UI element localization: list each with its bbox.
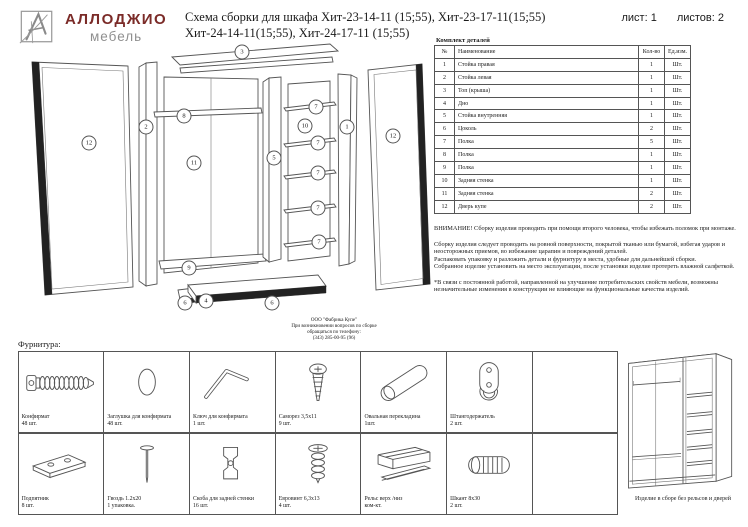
table-row [435, 149, 691, 162]
hardware-item-qty: 48 шт. [107, 421, 123, 428]
hardware-cell [103, 433, 190, 516]
part-callout: 7 [311, 201, 326, 216]
col-header-number: № [435, 46, 455, 59]
dowel-icon [447, 434, 532, 496]
table-header-row [435, 46, 691, 59]
hardware-grid [18, 351, 618, 515]
hardware-item-qty: 48 шт. [21, 421, 37, 428]
hardware-item-name: Подпятник [21, 496, 49, 503]
hardware-item-name: Овальная перекладина [364, 414, 421, 421]
hardware-item-name: Гвоздь 1.2х20 [107, 496, 142, 503]
hardware-section-title: Фурнитура: [18, 339, 61, 349]
part-callout: 5 [267, 151, 282, 166]
diagram-callouts [18, 42, 432, 345]
hardware-item-name: Шкант 8х30 [450, 496, 480, 503]
hardware-cell [18, 433, 104, 516]
hardware-item-qty: 16 шт. [193, 503, 209, 510]
table-cell: 1 [639, 97, 665, 110]
table-cell: Шт. [665, 84, 691, 97]
hardware-cell [103, 351, 190, 434]
hardware-item-name: Конфирмат [21, 414, 50, 421]
table-cell: 10 [435, 174, 455, 187]
hardware-item-name: Скоба для задней стенки [193, 496, 254, 503]
part-callout: 7 [311, 136, 326, 151]
warning-text: ВНИМАНИЕ! Сборку изделия проводить при помощи второго человека, чтобы избежать поломок при монтаже. [434, 225, 736, 232]
part-callout: 1 [340, 120, 355, 135]
instructions-text: Сборку изделия следует проводить на ровной поверхности, покрытой тканью или бумагой, избегая ударов и неосторожных приемов, во избежание царапин и повреждений деталей. Распаковать упаковку и разложить детали и фурнитуру в места, удобные для дальнейшей сборки. Собранное изделие установить на место эксплуатации, после установки изделие протереть влажной салфеткой. [434, 240, 735, 270]
table-cell: Шт. [665, 174, 691, 187]
foot-plate-icon [19, 434, 103, 496]
table-cell: Шт. [665, 110, 691, 123]
part-callout: 10 [298, 119, 313, 134]
assembled-caption: Изделие в сборе без рельсов и дверей [634, 496, 732, 502]
exploded-diagram [18, 42, 432, 345]
table-row [435, 110, 691, 123]
table-cell: Дверь купе [455, 200, 639, 213]
hardware-item-qty: 1 упаковка. [107, 503, 136, 510]
hardware-cell [189, 433, 276, 516]
part-callout: 4 [199, 294, 214, 309]
part-callout: 7 [309, 100, 324, 115]
table-row [435, 84, 691, 97]
table-cell: 2 [639, 200, 665, 213]
hardware-cell [446, 351, 533, 434]
table-row [435, 187, 691, 200]
hardware-item-name: Штангодержатель [450, 414, 495, 421]
table-cell: Полка [455, 162, 639, 175]
table-cell: 6 [435, 123, 455, 136]
part-callout: 7 [311, 166, 326, 181]
table-cell: Стойка внутренняя [455, 110, 639, 123]
table-cell: 2 [435, 71, 455, 84]
parts-list [434, 37, 690, 214]
table-cell: Дно [455, 97, 639, 110]
hardware-item-name: Ключ для конфирмата [193, 414, 248, 421]
sheets-total: листов: 2 [676, 12, 724, 24]
hardware-item-qty: 9 шт. [278, 421, 292, 428]
table-cell: 3 [435, 84, 455, 97]
part-callout: 9 [182, 261, 197, 276]
table-cell: 1 [639, 110, 665, 123]
table-cell: 1 [639, 58, 665, 71]
parts-table-body [435, 58, 691, 213]
hardware-item-qty: 4 шт. [278, 503, 292, 510]
table-cell: Полка [455, 149, 639, 162]
part-callout: 6 [265, 296, 280, 311]
parts-table [434, 45, 691, 214]
table-cell: Шт. [665, 149, 691, 162]
hardware-cell [360, 351, 447, 434]
table-cell: 11 [435, 187, 455, 200]
brand-logo [18, 8, 167, 46]
table-cell: Шт. [665, 162, 691, 175]
hardware-item-qty: 1шт. [364, 421, 376, 428]
table-cell: 5 [435, 110, 455, 123]
table-cell: Шт. [665, 136, 691, 149]
table-cell: 4 [435, 97, 455, 110]
hardware-item-qty: 8 шт. [21, 503, 34, 510]
table-cell: 1 [639, 174, 665, 187]
table-cell: 7 [435, 136, 455, 149]
footnote-text: *В связи с постоянной работой, направленной на улучшение потребительских свойств мебели, возможны незначительные изменения в конструкции не влияющие на функциональные качества изделий. [434, 278, 719, 293]
parts-list-title: Комплект деталей [436, 37, 490, 44]
table-cell: 1 [639, 149, 665, 162]
table-cell: Шт. [665, 187, 691, 200]
hardware-cell [189, 351, 276, 434]
rail-icon [361, 434, 446, 496]
factory-contact-note: ООО "Фабрика Купе" При возникновении вопросов по сборке обращаться по телефону: (343) 285-00-95 (96) [291, 318, 377, 341]
table-cell: 2 [639, 187, 665, 200]
part-callout: 3 [235, 45, 250, 60]
part-callout: 6 [178, 296, 193, 311]
hardware-cell-empty [532, 351, 619, 434]
table-cell: Стойка левая [455, 71, 639, 84]
part-callout: 11 [187, 156, 202, 171]
hardware-item-name: Заглушка для конфирмата [107, 414, 172, 421]
table-cell: Шт. [665, 200, 691, 213]
col-header-name: Наименование [455, 46, 639, 59]
table-cell: Задняя стенка [455, 187, 639, 200]
table-cell: Шт. [665, 58, 691, 71]
table-cell: 1 [639, 162, 665, 175]
part-callout: 7 [312, 235, 327, 250]
assembled-wardrobe-drawing [619, 344, 747, 490]
hardware-cell [360, 433, 447, 516]
hardware-cell [275, 433, 361, 516]
oval-rod-icon [361, 352, 446, 414]
logo-a-icon [18, 8, 56, 46]
table-cell: Топ (крыша) [455, 84, 639, 97]
table-cell: Цоколь [455, 123, 639, 136]
hardware-item-qty: ком-кт. [364, 503, 382, 510]
assembly-notes [434, 225, 744, 302]
table-row [435, 97, 691, 110]
table-cell: 8 [435, 149, 455, 162]
table-cell: 1 [639, 84, 665, 97]
screw-icon [276, 352, 360, 414]
part-callout: 12 [82, 136, 97, 151]
hardware-item-name: Саморез 3,5х11 [278, 414, 317, 421]
hardware-item-name: Евровинт 6,3х13 [278, 496, 320, 503]
hardware-item-name: Рельс верх /низ [364, 496, 403, 503]
table-row [435, 58, 691, 71]
euroscrew-icon [276, 434, 360, 496]
table-cell: 5 [639, 136, 665, 149]
table-cell: 2 [639, 123, 665, 136]
hardware-item-qty: 2 шт. [450, 421, 463, 428]
back-wall-bracket-icon [190, 434, 275, 496]
title-line-1: Схема сборки для шкафа Хит-23-14-11 (15;55), Хит-23-17-11(15;55) [185, 10, 546, 24]
part-callout: 12 [386, 129, 401, 144]
hex-key-icon [190, 352, 275, 414]
table-cell: Полка [455, 136, 639, 149]
table-row [435, 136, 691, 149]
plug-icon [104, 352, 189, 414]
part-callout: 8 [177, 109, 192, 124]
assembled-product [619, 344, 747, 502]
table-cell: 1 [435, 58, 455, 71]
hardware-cell [275, 351, 361, 434]
hardware-item-qty: 1 шт. [193, 421, 206, 428]
col-header-qty: Кол-во [639, 46, 665, 59]
title-line-2: Хит-24-14-11(15;55), Хит-24-17-11 (15;55) [185, 25, 410, 40]
table-cell: Шт. [665, 71, 691, 84]
logo-subtitle: мебель [90, 29, 143, 44]
table-row [435, 174, 691, 187]
table-row [435, 162, 691, 175]
table-cell: 12 [435, 200, 455, 213]
rod-holder-icon [447, 352, 532, 414]
sheet-info [621, 12, 724, 24]
hardware-cell [18, 351, 104, 434]
sheet-number: лист: 1 [621, 12, 657, 24]
table-cell: Шт. [665, 123, 691, 136]
nail-icon [104, 434, 189, 496]
table-cell: 9 [435, 162, 455, 175]
table-row [435, 123, 691, 136]
hardware-cell [446, 433, 533, 516]
col-header-unit: Ед.изм. [665, 46, 691, 59]
confirmat-icon [19, 352, 103, 414]
table-row [435, 200, 691, 213]
table-cell: Задняя стенка [455, 174, 639, 187]
table-cell: Стойка правая [455, 58, 639, 71]
table-cell: 1 [639, 71, 665, 84]
table-row [435, 71, 691, 84]
hardware-item-qty: 2 шт. [450, 503, 463, 510]
part-callout: 2 [139, 120, 154, 135]
table-cell: Шт. [665, 97, 691, 110]
logo-title: АЛЛОДЖИО [65, 11, 168, 28]
hardware-cell-empty [532, 433, 619, 516]
